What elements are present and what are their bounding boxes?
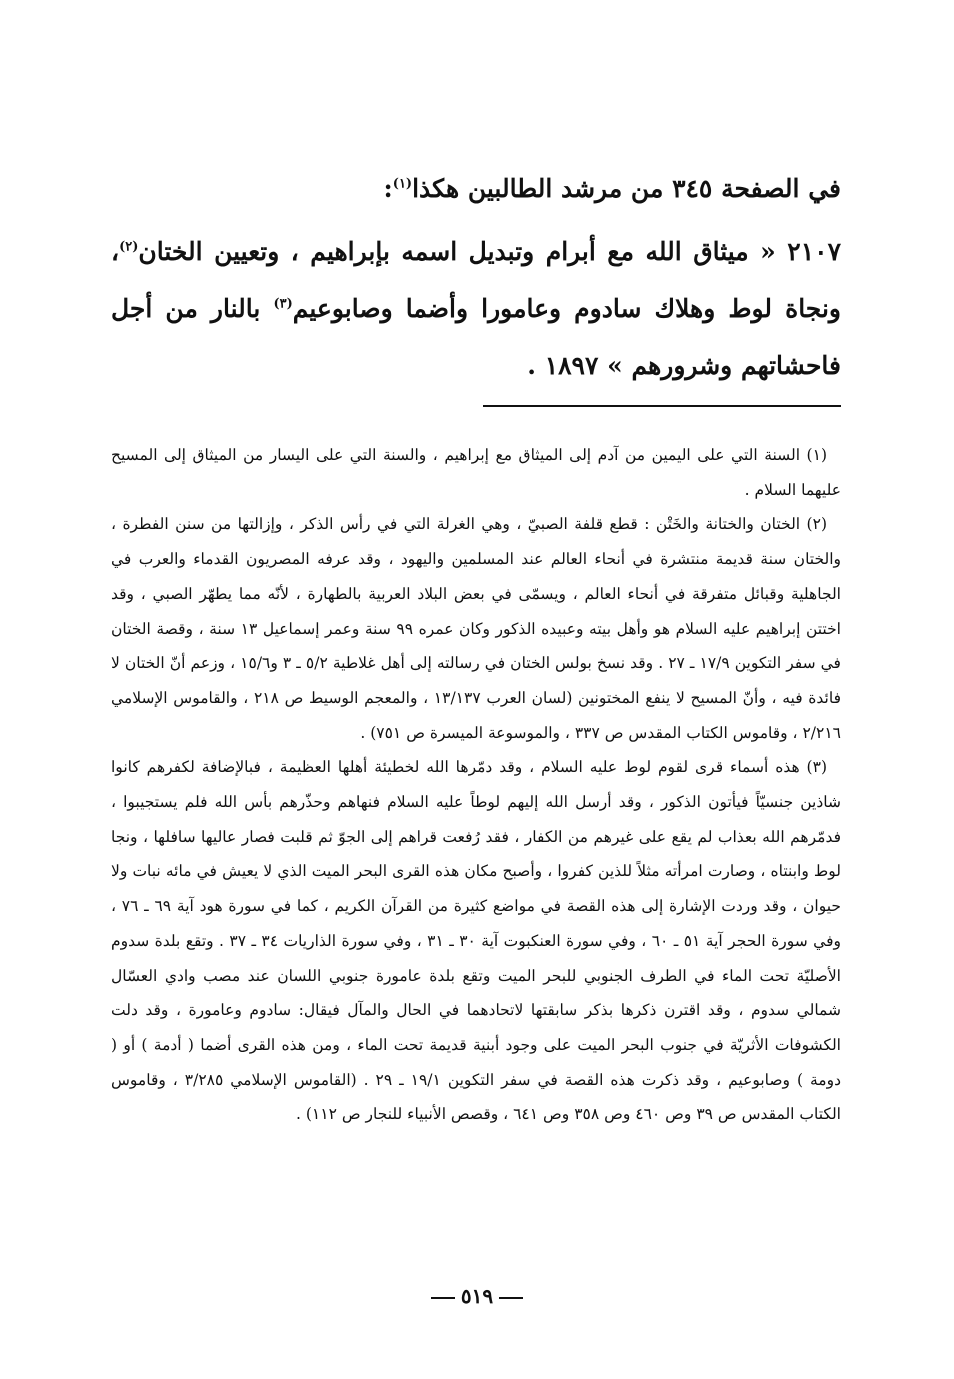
intro-line <box>111 160 841 217</box>
footnote-3: (٣) هذه أسماء قرى لقوم لوط عليه السلام ، وقد دمّرها الله لخطيئة أهلها العظيمة ، فبالإضافة لكفرهم كانوا شاذين جنسيّاً فيأتون الذكور ، وقد أرسل الله إليهم لوطاً عليه السلام فنهاهم وحذّرهم بأس الله فلم يستجيبوا ، فدمّرهم الله بعذاب لم يقع على غيرهم من الكفار ، فقد رُفعت قراهم إلى الجوّ ثم قلبت فصار عاليها سافلها ، ونجا لوط وابنتاه ، وصارت امرأته مثلاً للذين كفروا ، وأصبح مكان هذه القرى البحر الميت الذي لا يعيش في مائه نبات ولا حيوان ، وقد وردت الإشارة إلى هذه القصة في مواضع كثيرة من القرآن الكريم ، كما في سورة هود آية ٦٩ ـ ٧٦ ، وفي سورة الحجر آية ٥١ ـ ٦٠ ، وفي سورة العنكبوت آية ٣٠ ـ ٣١ ، وفي سورة الذاريات ٣٤ ـ ٣٧ . وتقع بلدة سدوم الأصليّة تحت الماء في الطرف الجنوبي للبحر الميت وتقع بلدة عامورة جنوبي اللسان عند مصب وادي العسّال شمالي سدوم ، وقد اقترن ذكرها بذكر سابقتها لاتحادهما في الحال والمآل فيقال: سادوم وعامورة ، وقد دلت الكشوفات الأثريّة في جنوب البحر الميت على وجود أبنية قديمة تحت الماء ، ومن هذه القرى أضما ( أدمة ) أو ( دومة ) وصابوعيم ، وقد ذكرت هذه القصة في سفر التكوين ١٩/١ ـ ٢٩ . (القاموس الإسلامي ٣/٢٨٥ ، وقاموس الكتاب المقدس ص ٣٩ وص ٤٦٠ وص ٣٥٨ وص ٦٤١ ، وقصص الأنبياء للنجار ص ١١٢) . <box>111 758 841 1124</box>
intro-text: في الصفحة ٣٤٥ من مرشد الطالبين هكذا <box>412 174 841 203</box>
page-number <box>0 1284 954 1308</box>
footnote-ref-2: (٢) <box>119 239 139 255</box>
footnote-ref-3: (٣) <box>273 296 293 312</box>
entry-part-2: ، ونجاة لوط وهلاك سادوم وعامورا وأضما وصابوعيم <box>111 237 841 323</box>
entry-part-1: ٢١٠٧ « ميثاق الله مع أبرام وتبديل اسمه بإبراهيم ، وتعيين الختان <box>138 237 841 266</box>
page-number-dash-right <box>499 1297 523 1299</box>
entry-paragraph <box>111 223 841 394</box>
main-text <box>111 160 841 394</box>
footnotes <box>111 438 841 1132</box>
footnote-2: (٢) الختان والختانة والخَتْن : قطع قلفة الصبيّ ، وهي الغرلة التي في رأس الذكر ، وإزالتها من سنن الفطرة ، والختان سنة قديمة منتشرة في أنحاء العالم عند المسلمين واليهود ، وقد عرفه المصريون القدماء والعرب في الجاهلية وقبائل متفرقة في أنحاء العالم ، ويسمّى في بعض البلاد العربية بالطهارة ، لأنّه مما يطهّر الصبي ، وقد اختتن إبراهيم عليه السلام هو وأهل بيته وعبيده الذكور وكان عمره ٩٩ سنة وعمر إسماعيل ١٣ سنة ، وقصة الختان في سفر التكوين ١٧/٩ ـ ٢٧ . وقد نسخ بولس الختان في رسالته إلى أهل غلاطية ٥/٢ ـ ٣ و١٥/٦ ، وزعم أنّ الختان لا فائدة فيه ، وأنّ المسيح لا ينفع المختونين (لسان العرب ١٣/١٣٧ ، والمعجم الوسيط ص ٢١٨ ، والقاموس الإسلامي ٢/٢١٦ ، وقاموس الكتاب المقدس ص ٣٣٧ ، والموسوعة الميسرة ص ٧٥١) . <box>111 515 841 742</box>
entry-part-3: بالنار من أجل فاحشاتهم وشرورهم » ١٨٩٧ . <box>111 294 841 380</box>
footnote-separator <box>483 405 841 407</box>
page-number-value: ٥١٩ <box>460 1284 494 1308</box>
footnote-ref-1: (١) <box>392 176 413 192</box>
footnote-1: (١) السنة التي على اليمين من آدم إلى الميثاق مع إبراهيم ، والسنة التي على اليسار من الميثاق إلى المسيح عليهما السلام . <box>111 446 841 499</box>
intro-colon: : <box>383 174 393 203</box>
page-number-dash-left <box>431 1297 455 1299</box>
